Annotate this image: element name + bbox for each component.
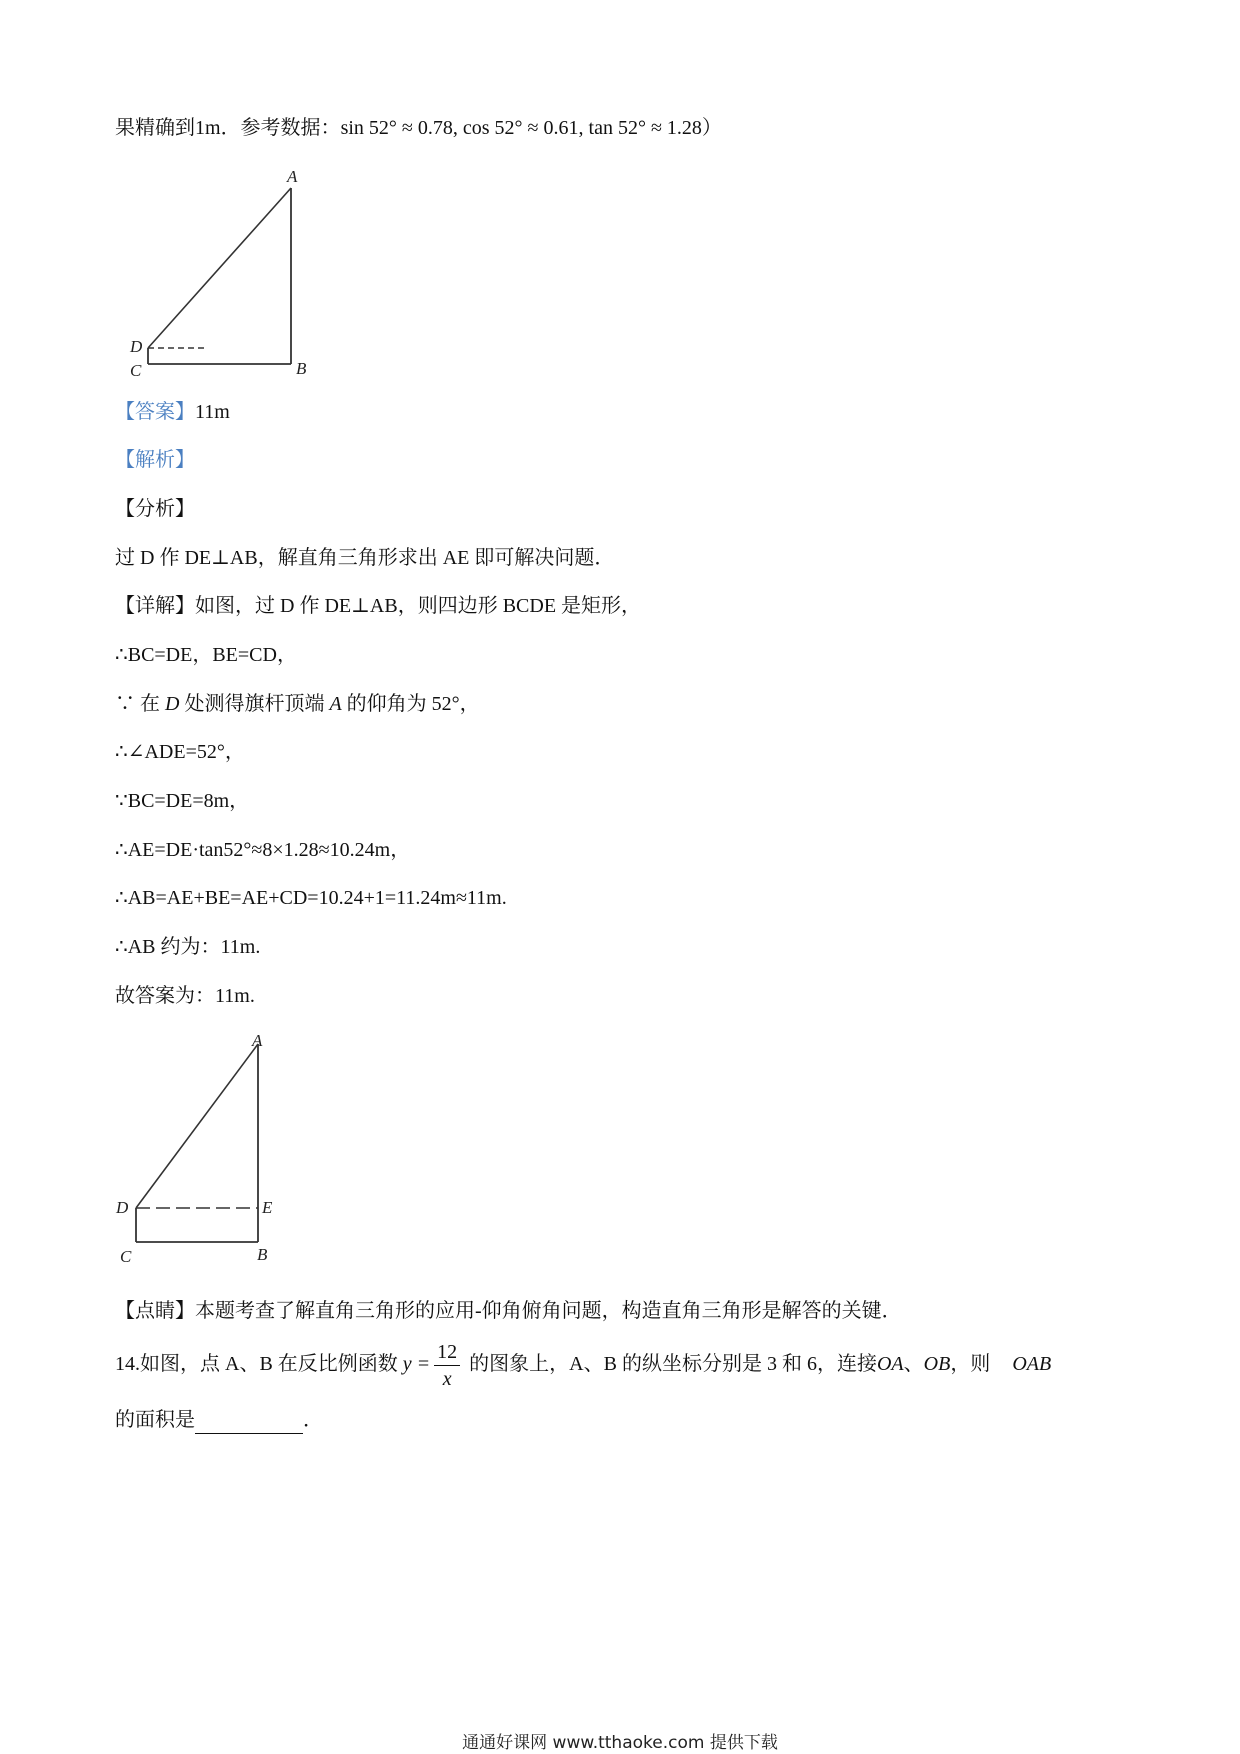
question-14-line-1: 14.如图，点 A、B 在反比例函数 y = $\frac{12}{x}$ 的图象上，A、B 的纵坐标分别是 3 和 6，连接OA、OB，则 OAB <box>115 1340 1052 1390</box>
detail-line-2: ∴BC=DE，BE=CD， <box>115 644 297 666</box>
detail-line-1: 【详解】如图，过 D 作 DE⊥AB，则四边形 BCDE 是矩形， <box>115 595 642 617</box>
answer-value: 11m <box>195 401 230 423</box>
reference-data-line: 果精确到1m．参考数据：sin 52° ≈ 0.78, cos 52° ≈ 0.61, tan 52° ≈ 1.28） <box>115 117 722 139</box>
label-a: A <box>252 1032 263 1050</box>
triangle-figure-1 <box>120 168 320 378</box>
analysis-heading: 【解析】 <box>115 449 195 471</box>
fenxi-heading: 【分析】 <box>115 498 195 520</box>
label-d: D <box>116 1198 129 1217</box>
label-c: C <box>130 361 142 378</box>
label-b: B <box>257 1245 268 1264</box>
label-a: A <box>287 168 298 186</box>
label-b: B <box>296 359 307 378</box>
detail-line-8: ∴AB 约为：11m. <box>115 936 261 958</box>
detail-line-6: ∴AE=DE·tan52°≈8×1.28≈10.24m， <box>115 839 411 861</box>
detail-line-5: ∵BC=DE=8m， <box>115 790 250 812</box>
label-e: E <box>262 1198 273 1217</box>
detail-line-4: ∴∠ADE=52°， <box>115 741 245 763</box>
line-da <box>136 1044 258 1208</box>
answer-line <box>115 398 230 426</box>
label-d: D <box>130 337 143 356</box>
footer-watermark: 通通好课网 www.tthaoke.com 提供下载 <box>462 1733 778 1753</box>
dianjing-line: 【点睛】本题考查了解直角三角形的应用-仰角俯角问题，构造直角三角形是解答的关键． <box>115 1300 902 1322</box>
detail-line-3: ∵ 在 D 处测得旗杆顶端 A 的仰角为 52°， <box>115 693 480 715</box>
fraction-12-over-x: $\frac{12}{x}$ <box>434 1342 460 1389</box>
triangle-figure-2 <box>112 1032 292 1268</box>
line-da <box>148 188 291 348</box>
label-c: C <box>120 1247 132 1266</box>
detail-line-7: ∴AB=AE+BE=AE+CD=10.24+1=11.24m≈11m. <box>115 887 507 909</box>
detail-line-9: 故答案为：11m. <box>115 985 255 1007</box>
question-14-line-2: 的面积是 ． <box>115 1406 323 1434</box>
answer-tag: 【答案】 <box>115 401 195 423</box>
answer-blank <box>195 1411 303 1434</box>
fenxi-text: 过 D 作 DE⊥AB，解直角三角形求出 AE 即可解决问题． <box>115 547 615 569</box>
